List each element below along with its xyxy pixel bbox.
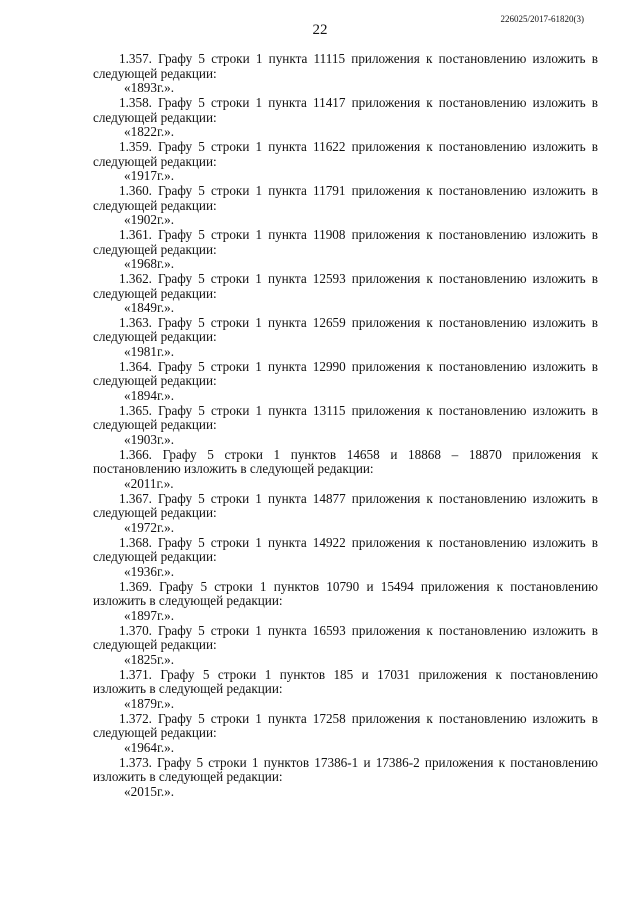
entry xyxy=(93,360,598,404)
entry xyxy=(93,624,598,668)
entry xyxy=(93,580,598,624)
entry xyxy=(93,140,598,184)
entry-text: 1.357. Графу 5 строки 1 пункта 11115 приложения к постановлению изложить в следующей редакции: xyxy=(93,51,598,81)
entry-text: 1.358. Графу 5 строки 1 пункта 11417 приложения к постановлению изложить в следующей редакции: xyxy=(93,94,598,125)
entry-text: 1.364. Графу 5 строки 1 пункта 12990 приложения к постановлению изложить в следующей редакции: xyxy=(93,358,598,389)
entry-value: «1893г.». xyxy=(124,80,175,96)
entry-value: «1903г.». xyxy=(124,432,175,448)
entry-value: «1822г.». xyxy=(124,124,175,140)
entry-value: «2015г.». xyxy=(124,783,175,799)
entry-text: 1.367. Графу 5 строки 1 пункта 14877 приложения к постановлению изложить в следующей редакции: xyxy=(93,490,598,521)
entry xyxy=(93,228,598,272)
entry xyxy=(93,184,598,228)
entry xyxy=(93,492,598,536)
entry xyxy=(93,404,598,448)
entry-value: «1825г.». xyxy=(124,651,175,667)
entry-text: 1.369. Графу 5 строки 1 пунктов 10790 и 15494 приложения к постановлению изложить в следующей редакции: xyxy=(93,578,598,609)
entry xyxy=(93,668,598,712)
entry-value: «1849г.». xyxy=(124,300,175,316)
entry-text: 1.371. Графу 5 строки 1 пунктов 185 и 17031 приложения к постановлению изложить в следующей редакции: xyxy=(93,666,598,697)
entry-text: 1.363. Графу 5 строки 1 пункта 12659 приложения к постановлению изложить в следующей редакции: xyxy=(93,314,598,345)
entry-value: «1879г.». xyxy=(124,695,175,711)
entry-text: 1.362. Графу 5 строки 1 пункта 12593 приложения к постановлению изложить в следующей редакции: xyxy=(93,270,598,301)
entry xyxy=(93,712,598,756)
entry-text: 1.368. Графу 5 строки 1 пункта 14922 приложения к постановлению изложить в следующей редакции: xyxy=(93,534,598,565)
entry-text: 1.366. Графу 5 строки 1 пунктов 14658 и 18868 – 18870 приложения к постановлению изложить в следующей редакции: xyxy=(93,446,598,477)
entry-text: 1.360. Графу 5 строки 1 пункта 11791 приложения к постановлению изложить в следующей редакции: xyxy=(93,182,598,213)
entry-text: 1.372. Графу 5 строки 1 пункта 17258 приложения к постановлению изложить в следующей редакции: xyxy=(93,710,598,741)
entry-value: «1917г.». xyxy=(124,168,175,184)
entry-text: 1.373. Графу 5 строки 1 пунктов 17386-1 и 17386-2 приложения к постановлению изложить в следующей редакции: xyxy=(93,754,598,785)
entry-value: «1972г.». xyxy=(124,520,175,535)
entry-value: «1981г.». xyxy=(124,344,175,360)
entry-value: «1936г.». xyxy=(124,563,175,579)
document-body xyxy=(93,52,598,799)
entry-value: «1968г.». xyxy=(124,256,175,272)
entry-text: 1.370. Графу 5 строки 1 пункта 16593 приложения к постановлению изложить в следующей редакции: xyxy=(93,622,598,653)
entry-text: 1.359. Графу 5 строки 1 пункта 11622 приложения к постановлению изложить в следующей редакции: xyxy=(93,138,598,169)
entry xyxy=(93,96,598,140)
document-id: 226025/2017-61820(3) xyxy=(500,14,584,24)
entry xyxy=(93,52,598,96)
entry-text: 1.361. Графу 5 строки 1 пункта 11908 приложения к постановлению изложить в следующей редакции: xyxy=(93,226,598,257)
entry-value: «1894г.». xyxy=(124,388,175,404)
entry-value: «1902г.». xyxy=(124,212,175,228)
entry xyxy=(93,756,598,800)
entry-value: «1897г.». xyxy=(124,607,175,623)
entry-value: «1964г.». xyxy=(124,739,175,755)
entry-value: «2011г.». xyxy=(124,476,174,492)
entry xyxy=(93,272,598,316)
page-number: 22 xyxy=(312,22,328,38)
entry-text: 1.365. Графу 5 строки 1 пункта 13115 приложения к постановлению изложить в следующей редакции: xyxy=(93,402,598,433)
entry xyxy=(93,448,598,492)
entry xyxy=(93,536,598,580)
entry xyxy=(93,316,598,360)
